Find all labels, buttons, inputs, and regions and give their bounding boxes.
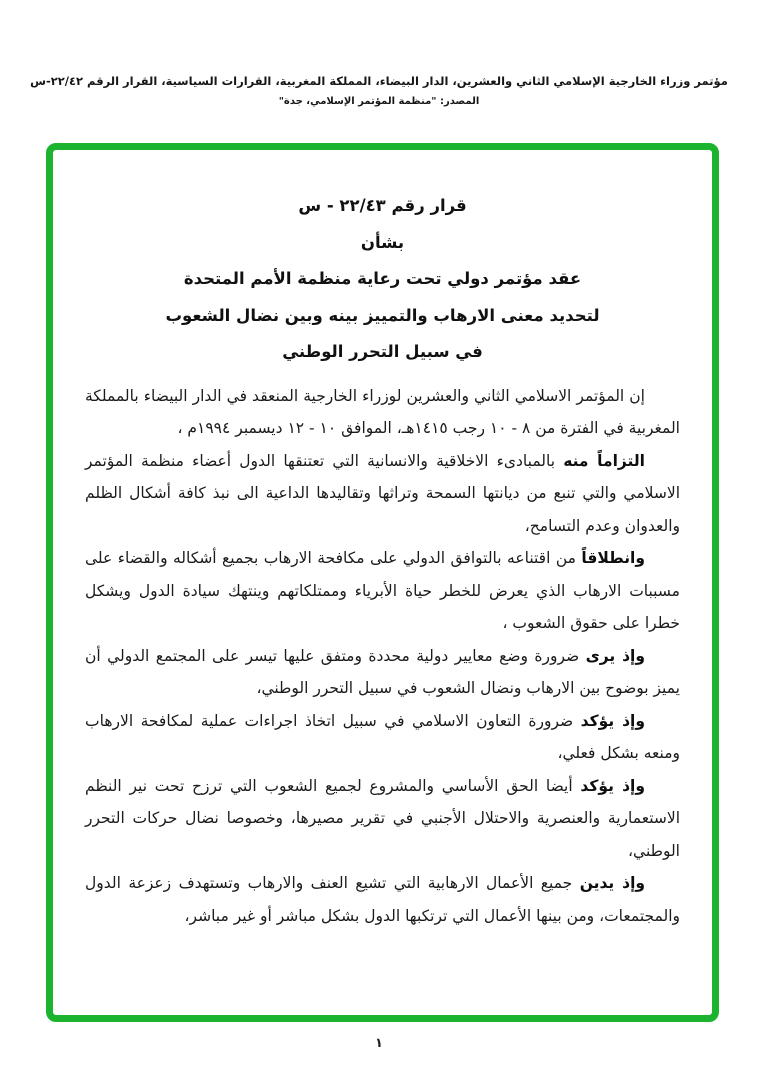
paragraph-text: بالمبادىء الاخلاقية والانسانية التي تعتنقها الدول أعضاء منظمة المؤتمر الاسلامي والتي تنبع من ديانتها السمحة وتراثها وتقاليدها الداعية الى نبذ كافة أشكال الظلم والعدوان وعدم التسامح، <box>85 451 680 535</box>
title-regarding: بشأن <box>360 232 405 252</box>
paragraph-text: من اقتناعه بالتوافق الدولي على مكافحة الارهاب بجميع أشكاله والقضاء على مسببات الارهاب الذي يعرض للخطر حياة الأبرياء وممتلكاتهم وينتهك سيادة الدول ويشكل خطرا على حقوق الشعوب ، <box>85 549 680 632</box>
source-publisher-line: المصدر: "منظمة المؤتمر الإسلامي، جدة" <box>278 96 480 107</box>
title-line-liberation: في سبيل التحرر الوطني <box>282 342 483 361</box>
resolution-title-block <box>85 188 680 371</box>
paragraph-affirming-cooperation <box>85 705 680 770</box>
paragraph-text: ضرورة وضع معايير دولية محددة ومتفق عليها تيسر على المجتمع الدولي أن يميز بوضوح بين الارهاب ونضال الشعوب في سبيل التحرر الوطني، <box>85 646 680 697</box>
paragraph-lead: التزاماً منه <box>563 451 645 470</box>
resolution-number: قرار رقم ٢٢/٤٣ - س <box>298 196 467 215</box>
paragraph-opening <box>85 380 680 445</box>
paragraph-lead: وإذ يدين <box>579 874 646 892</box>
paragraph-condemning <box>85 867 680 932</box>
title-line-terrorism: لتحديد معنى الارهاب والتمييز بينه وبين نضال الشعوب <box>165 305 600 325</box>
paragraph-text: ضرورة التعاون الاسلامي في سبيل اتخاذ اجراءات عملية لمكافحة الارهاب ومنعه بشكل فعلي، <box>85 711 680 762</box>
source-citation-line: مؤتمر وزراء الخارجية الإسلامي الثاني والعشرين، الدار البيضاء، المملكة المغربية، القرارات السياسية، القرار الرقم ٢٢/٤٢-س <box>30 74 728 88</box>
paragraph-lead: وإذ يؤكد <box>580 776 645 795</box>
paragraph-text: أيضا الحق الأساسي والمشروع لجميع الشعوب التي ترزح تحت نير النظم الاستعمارية والعنصرية والاحتلال الأجنبي في تقرير مصيرها، وخصوصا نضال حركات التحرر الوطني، <box>85 776 680 860</box>
paragraph-considering <box>85 640 680 705</box>
paragraph-text: جميع الأعمال الارهابية التي تشيع العنف والارهاب وتستهدف زعزعة الدول والمجتمعات، ومن بينها الأعمال التي ترتكبها الدول بشكل مباشر أو غير مباشر، <box>85 874 680 925</box>
paragraph-lead: وانطلاقاً <box>581 549 645 567</box>
paragraph-lead: وإذ يؤكد <box>580 711 645 730</box>
resolution-preamble <box>85 380 680 933</box>
paragraph-text: إن المؤتمر الاسلامي الثاني والعشرين لوزراء الخارجية المنعقد في الدار البيضاء بالمملكة المغربية في الفترة من ٨ - ١٠ رجب ١٤١٥هـ، الموافق ١٠ - ١٢ ديسمبر ١٩٩٤م ، <box>85 386 680 437</box>
title-line-conference: عقد مؤتمر دولي تحت رعاية منظمة الأمم المتحدة <box>183 269 582 288</box>
paragraph-proceeding <box>85 542 680 640</box>
paragraph-affirming-rights <box>85 770 680 868</box>
document-body <box>85 188 680 932</box>
paragraph-commitment <box>85 445 680 543</box>
document-source-header <box>0 74 758 107</box>
paragraph-lead: وإذ يرى <box>585 646 645 665</box>
page-number: ١ <box>375 1036 383 1051</box>
